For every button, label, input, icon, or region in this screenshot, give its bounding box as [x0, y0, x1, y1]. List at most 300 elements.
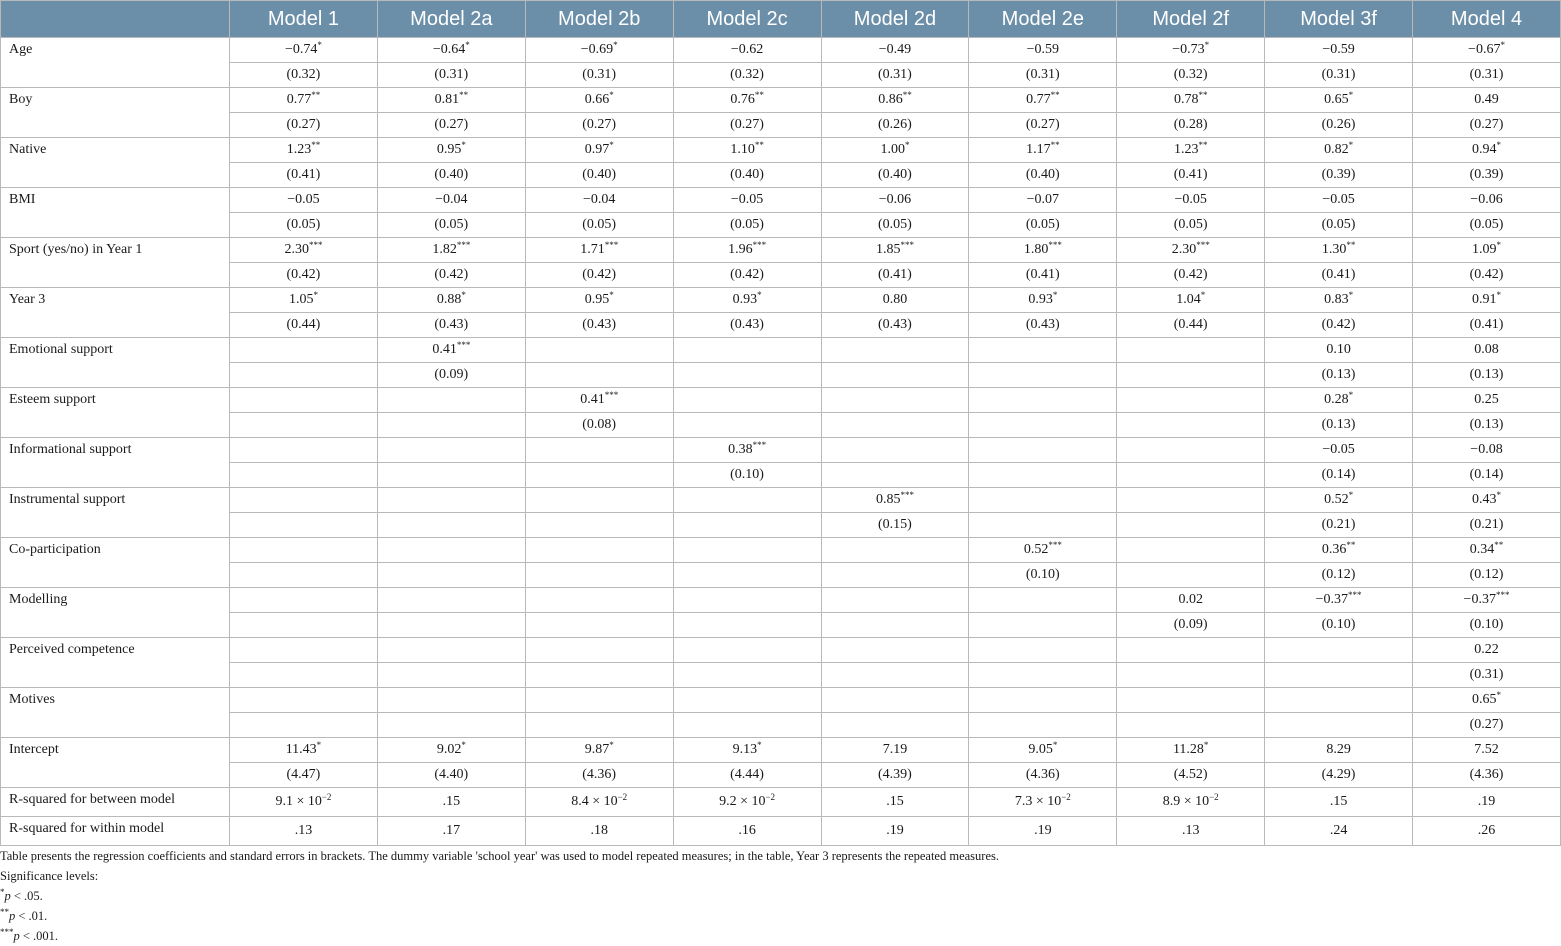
coefficient-cell: 0.88* [377, 288, 525, 313]
standard-error-cell [1117, 713, 1265, 738]
standard-error-cell: (0.21) [1265, 513, 1413, 538]
standard-error-cell: (0.31) [1413, 63, 1561, 88]
standard-error-cell: (4.47) [230, 763, 378, 788]
coefficient-cell: 11.28* [1117, 738, 1265, 763]
standard-error-cell [673, 713, 821, 738]
standard-error-cell: (0.42) [1117, 263, 1265, 288]
fit-value-cell: .19 [1413, 788, 1561, 817]
standard-error-cell: (0.40) [525, 163, 673, 188]
coefficient-cell [1117, 488, 1265, 513]
standard-error-cell [525, 663, 673, 688]
standard-error-cell [377, 463, 525, 488]
coefficient-cell: 9.87* [525, 738, 673, 763]
standard-error-cell [821, 563, 969, 588]
coefficient-cell: 1.00* [821, 138, 969, 163]
standard-error-cell: (0.27) [673, 113, 821, 138]
coefficient-cell: 1.05* [230, 288, 378, 313]
column-header: Model 4 [1413, 1, 1561, 38]
coefficient-cell: 1.30** [1265, 238, 1413, 263]
coefficient-cell [821, 688, 969, 713]
coefficient-cell: −0.06 [821, 188, 969, 213]
variable-label: Co-participation [1, 538, 230, 588]
variable-label: Emotional support [1, 338, 230, 388]
coefficient-cell [969, 688, 1117, 713]
standard-error-cell: (0.28) [1117, 113, 1265, 138]
standard-error-cell: (0.41) [821, 263, 969, 288]
standard-error-cell: (4.36) [969, 763, 1117, 788]
coefficient-cell: 1.17** [969, 138, 1117, 163]
coefficient-cell: 0.81** [377, 88, 525, 113]
column-header: Model 2a [377, 1, 525, 38]
standard-error-cell [969, 513, 1117, 538]
standard-error-cell [230, 613, 378, 638]
significance-levels [0, 886, 999, 946]
standard-error-cell: (0.42) [1413, 263, 1561, 288]
standard-error-cell [230, 663, 378, 688]
standard-error-cell: (0.39) [1265, 163, 1413, 188]
standard-error-cell [525, 613, 673, 638]
table-row [1, 563, 1561, 588]
coefficient-cell: 0.83* [1265, 288, 1413, 313]
table-row [1, 763, 1561, 788]
standard-error-cell: (0.27) [969, 113, 1117, 138]
coefficient-cell: 0.95* [377, 138, 525, 163]
table-row [1, 488, 1561, 513]
fit-value-cell: .15 [821, 788, 969, 817]
table-notes [0, 846, 999, 946]
coefficient-cell: −0.05 [1265, 188, 1413, 213]
coefficient-cell: −0.05 [230, 188, 378, 213]
standard-error-cell [821, 413, 969, 438]
fit-value-cell: .18 [525, 817, 673, 846]
variable-label: Informational support [1, 438, 230, 488]
coefficient-cell: 0.95* [525, 288, 673, 313]
standard-error-cell: (0.43) [821, 313, 969, 338]
table-row [1, 638, 1561, 663]
coefficient-cell: 1.23** [230, 138, 378, 163]
coefficient-cell: 1.85*** [821, 238, 969, 263]
header-row [1, 1, 1561, 38]
standard-error-cell [1117, 413, 1265, 438]
coefficient-cell: −0.62 [673, 38, 821, 63]
fit-value-cell: .19 [821, 817, 969, 846]
standard-error-cell: (0.43) [377, 313, 525, 338]
coefficient-cell: 0.97* [525, 138, 673, 163]
standard-error-cell [1265, 713, 1413, 738]
variable-label: Age [1, 38, 230, 88]
standard-error-cell [230, 513, 378, 538]
coefficient-cell [230, 438, 378, 463]
standard-error-cell [1117, 513, 1265, 538]
column-header: Model 2c [673, 1, 821, 38]
standard-error-cell: (0.27) [1413, 713, 1561, 738]
coefficient-cell: −0.06 [1413, 188, 1561, 213]
standard-error-cell [673, 513, 821, 538]
table-row [1, 313, 1561, 338]
standard-error-cell: (0.27) [1413, 113, 1561, 138]
variable-label: BMI [1, 188, 230, 238]
standard-error-cell [1117, 563, 1265, 588]
standard-error-cell [821, 613, 969, 638]
column-header: Model 2e [969, 1, 1117, 38]
coefficient-cell [673, 388, 821, 413]
variable-label: Instrumental support [1, 488, 230, 538]
coefficient-cell: −0.04 [377, 188, 525, 213]
coefficient-cell [377, 688, 525, 713]
standard-error-cell: (0.32) [673, 63, 821, 88]
coefficient-cell [1117, 388, 1265, 413]
standard-error-cell: (0.05) [821, 213, 969, 238]
table-caption: Table presents the regression coefficients and standard errors in brackets. The dummy variable 'school year' was used to model repeated measures; in the table, Year 3 represents the repeated measures. [0, 849, 999, 863]
standard-error-cell: (4.52) [1117, 763, 1265, 788]
coefficient-cell: 0.78** [1117, 88, 1265, 113]
standard-error-cell: (4.36) [525, 763, 673, 788]
variable-label: Sport (yes/no) in Year 1 [1, 238, 230, 288]
coefficient-cell: 0.34** [1413, 538, 1561, 563]
coefficient-cell [1117, 638, 1265, 663]
fit-value-cell: $8.4 \times 10^{-2}$ [525, 788, 673, 817]
coefficient-cell [1117, 538, 1265, 563]
coefficient-cell: 1.09* [1413, 238, 1561, 263]
variable-label: Intercept [1, 738, 230, 788]
standard-error-cell: (0.42) [1265, 313, 1413, 338]
table-row [1, 288, 1561, 313]
standard-error-cell: (0.41) [1265, 263, 1413, 288]
coefficient-cell: 1.80*** [969, 238, 1117, 263]
standard-error-cell: (0.14) [1413, 463, 1561, 488]
coefficient-cell: 1.10** [673, 138, 821, 163]
coefficient-cell [525, 638, 673, 663]
table-body [1, 38, 1561, 846]
standard-error-cell: (4.29) [1265, 763, 1413, 788]
coefficient-cell [969, 488, 1117, 513]
standard-error-cell: (0.44) [1117, 313, 1265, 338]
fit-value-cell: $7.3 \times 10^{-2}$ [969, 788, 1117, 817]
fit-value-cell: $9.1 \times 10^{-2}$ [230, 788, 378, 817]
coefficient-cell: 1.04* [1117, 288, 1265, 313]
coefficient-cell: 0.65* [1413, 688, 1561, 713]
standard-error-cell [377, 513, 525, 538]
coefficient-cell [525, 438, 673, 463]
standard-error-cell [1117, 463, 1265, 488]
coefficient-cell: 1.23** [1117, 138, 1265, 163]
coefficient-cell: −0.73* [1117, 38, 1265, 63]
standard-error-cell [525, 713, 673, 738]
standard-error-cell: (0.09) [1117, 613, 1265, 638]
standard-error-cell: (4.39) [821, 763, 969, 788]
standard-error-cell [525, 363, 673, 388]
coefficient-cell: 0.86** [821, 88, 969, 113]
standard-error-cell [673, 363, 821, 388]
significance-level: **p < .01. [0, 907, 48, 923]
standard-error-cell: (0.15) [821, 513, 969, 538]
coefficient-cell [230, 688, 378, 713]
coefficient-cell: 0.22 [1413, 638, 1561, 663]
coefficient-cell: 0.82* [1265, 138, 1413, 163]
coefficient-cell: 2.30*** [1117, 238, 1265, 263]
column-header: Model 1 [230, 1, 378, 38]
standard-error-cell [969, 413, 1117, 438]
table-row [1, 38, 1561, 63]
coefficient-cell: −0.07 [969, 188, 1117, 213]
column-header: Model 3f [1265, 1, 1413, 38]
significance-level: *p < .05. [0, 887, 43, 903]
fit-value-cell: .15 [377, 788, 525, 817]
standard-error-cell: (0.41) [1413, 313, 1561, 338]
standard-error-cell: (0.32) [1117, 63, 1265, 88]
standard-error-cell: (0.09) [377, 363, 525, 388]
standard-error-cell [230, 713, 378, 738]
coefficient-cell [969, 438, 1117, 463]
coefficient-cell: 0.91* [1413, 288, 1561, 313]
standard-error-cell [377, 613, 525, 638]
coefficient-cell [377, 538, 525, 563]
standard-error-cell: (0.32) [230, 63, 378, 88]
table-row [1, 163, 1561, 188]
standard-error-cell [969, 713, 1117, 738]
table-row [1, 63, 1561, 88]
coefficient-cell [673, 338, 821, 363]
table-row [1, 88, 1561, 113]
table-row [1, 513, 1561, 538]
coefficient-cell: 0.80 [821, 288, 969, 313]
standard-error-cell [821, 363, 969, 388]
standard-error-cell: (4.44) [673, 763, 821, 788]
coefficient-cell: 0.25 [1413, 388, 1561, 413]
coefficient-cell: 0.94* [1413, 138, 1561, 163]
coefficient-cell: 0.52*** [969, 538, 1117, 563]
coefficient-cell: 0.93* [673, 288, 821, 313]
standard-error-cell: (0.05) [1265, 213, 1413, 238]
standard-error-cell: (0.43) [673, 313, 821, 338]
coefficient-cell [377, 638, 525, 663]
coefficient-cell: 0.85*** [821, 488, 969, 513]
coefficient-cell [230, 488, 378, 513]
table-row [1, 113, 1561, 138]
standard-error-cell: (0.40) [821, 163, 969, 188]
coefficient-cell: 0.41*** [525, 388, 673, 413]
standard-error-cell: (4.36) [1413, 763, 1561, 788]
coefficient-cell: −0.74* [230, 38, 378, 63]
coefficient-cell: 0.38*** [673, 438, 821, 463]
coefficient-cell: 1.71*** [525, 238, 673, 263]
coefficient-cell: −0.59 [969, 38, 1117, 63]
column-header: Model 2d [821, 1, 969, 38]
standard-error-cell [969, 463, 1117, 488]
table-row [1, 388, 1561, 413]
standard-error-cell [673, 663, 821, 688]
standard-error-cell: (0.12) [1265, 563, 1413, 588]
coefficient-cell [1117, 438, 1265, 463]
standard-error-cell: (0.44) [230, 313, 378, 338]
coefficient-cell: 0.41*** [377, 338, 525, 363]
fit-label: R-squared for within model [1, 817, 230, 846]
variable-label: Modelling [1, 588, 230, 638]
table-row [1, 138, 1561, 163]
standard-error-cell: (0.31) [525, 63, 673, 88]
fit-row [1, 817, 1561, 846]
coefficient-cell [230, 388, 378, 413]
standard-error-cell: (0.43) [525, 313, 673, 338]
coefficient-cell: 0.76** [673, 88, 821, 113]
table-row [1, 213, 1561, 238]
table-row [1, 238, 1561, 263]
coefficient-cell [230, 338, 378, 363]
coefficient-cell [821, 438, 969, 463]
standard-error-cell [673, 413, 821, 438]
fit-value-cell: .24 [1265, 817, 1413, 846]
coefficient-cell: 0.93* [969, 288, 1117, 313]
standard-error-cell: (0.31) [377, 63, 525, 88]
standard-error-cell [230, 363, 378, 388]
standard-error-cell: (0.08) [525, 413, 673, 438]
coefficient-cell: 7.19 [821, 738, 969, 763]
standard-error-cell [1117, 663, 1265, 688]
standard-error-cell: (0.26) [821, 113, 969, 138]
standard-error-cell: (0.13) [1265, 413, 1413, 438]
coefficient-cell: 0.65* [1265, 88, 1413, 113]
table-row [1, 738, 1561, 763]
standard-error-cell: (0.42) [673, 263, 821, 288]
coefficient-cell [821, 638, 969, 663]
standard-error-cell: (0.39) [1413, 163, 1561, 188]
coefficient-cell: 0.08 [1413, 338, 1561, 363]
standard-error-cell [1117, 363, 1265, 388]
coefficient-cell [821, 388, 969, 413]
coefficient-cell [969, 338, 1117, 363]
coefficient-cell [673, 588, 821, 613]
coefficient-cell [525, 538, 673, 563]
standard-error-cell [525, 463, 673, 488]
variable-label: Boy [1, 88, 230, 138]
standard-error-cell: (0.05) [1117, 213, 1265, 238]
standard-error-cell: (0.27) [525, 113, 673, 138]
standard-error-cell [673, 613, 821, 638]
fit-value-cell: $8.9 \times 10^{-2}$ [1117, 788, 1265, 817]
standard-error-cell [230, 413, 378, 438]
coefficient-cell [1265, 688, 1413, 713]
coefficient-cell [377, 438, 525, 463]
fit-value-cell: .19 [969, 817, 1117, 846]
coefficient-cell [377, 588, 525, 613]
standard-error-cell [969, 663, 1117, 688]
standard-error-cell: (0.40) [673, 163, 821, 188]
standard-error-cell: (0.14) [1265, 463, 1413, 488]
coefficient-cell: −0.05 [673, 188, 821, 213]
table-row [1, 688, 1561, 713]
variable-label: Esteem support [1, 388, 230, 438]
coefficient-cell [230, 638, 378, 663]
standard-error-cell: (0.42) [377, 263, 525, 288]
coefficient-cell [673, 538, 821, 563]
coefficient-cell: 0.43* [1413, 488, 1561, 513]
standard-error-cell: (0.31) [1265, 63, 1413, 88]
fit-value-cell: .26 [1413, 817, 1561, 846]
standard-error-cell: (0.27) [230, 113, 378, 138]
table-header [1, 1, 1561, 38]
variable-label: Perceived competence [1, 638, 230, 688]
standard-error-cell: (0.05) [525, 213, 673, 238]
coefficient-cell: 2.30*** [230, 238, 378, 263]
coefficient-cell: 11.43* [230, 738, 378, 763]
coefficient-cell: 0.77** [969, 88, 1117, 113]
coefficient-cell: 8.29 [1265, 738, 1413, 763]
standard-error-cell: (0.21) [1413, 513, 1561, 538]
coefficient-cell: 9.05* [969, 738, 1117, 763]
standard-error-cell: (0.10) [1413, 613, 1561, 638]
standard-error-cell [525, 513, 673, 538]
fit-value-cell: .13 [1117, 817, 1265, 846]
standard-error-cell: (0.41) [1117, 163, 1265, 188]
standard-error-cell: (0.26) [1265, 113, 1413, 138]
coefficient-cell [525, 338, 673, 363]
table-row [1, 588, 1561, 613]
coefficient-cell [821, 588, 969, 613]
coefficient-cell: −0.37*** [1413, 588, 1561, 613]
standard-error-cell [969, 363, 1117, 388]
coefficient-cell [1117, 688, 1265, 713]
standard-error-cell: (0.10) [1265, 613, 1413, 638]
coefficient-cell: 0.10 [1265, 338, 1413, 363]
standard-error-cell [377, 663, 525, 688]
variable-label: Motives [1, 688, 230, 738]
standard-error-cell: (0.05) [377, 213, 525, 238]
table-row [1, 538, 1561, 563]
standard-error-cell: (0.41) [969, 263, 1117, 288]
table-row [1, 413, 1561, 438]
table-row [1, 188, 1561, 213]
column-header: Model 2b [525, 1, 673, 38]
fit-label: R-squared for between model [1, 788, 230, 817]
standard-error-cell: (0.43) [969, 313, 1117, 338]
significance-heading: Significance levels: [0, 869, 99, 883]
header-corner [1, 1, 230, 38]
coefficient-cell [525, 688, 673, 713]
coefficient-cell: −0.49 [821, 38, 969, 63]
standard-error-cell: (0.31) [821, 63, 969, 88]
standard-error-cell: (0.40) [969, 163, 1117, 188]
standard-error-cell: (0.05) [673, 213, 821, 238]
standard-error-cell [377, 713, 525, 738]
table-row [1, 263, 1561, 288]
fit-row [1, 788, 1561, 817]
table-row [1, 613, 1561, 638]
standard-error-cell: (0.10) [969, 563, 1117, 588]
coefficient-cell [230, 588, 378, 613]
coefficient-cell: 1.96*** [673, 238, 821, 263]
coefficient-cell [230, 538, 378, 563]
standard-error-cell: (0.05) [230, 213, 378, 238]
fit-value-cell: $9.2 \times 10^{-2}$ [673, 788, 821, 817]
standard-error-cell: (0.31) [969, 63, 1117, 88]
table-row [1, 363, 1561, 388]
standard-error-cell: (0.05) [1413, 213, 1561, 238]
coefficient-cell [969, 638, 1117, 663]
standard-error-cell [821, 663, 969, 688]
fit-value-cell: .17 [377, 817, 525, 846]
coefficient-cell [821, 538, 969, 563]
coefficient-cell [1265, 638, 1413, 663]
standard-error-cell [230, 563, 378, 588]
coefficient-cell: 9.02* [377, 738, 525, 763]
standard-error-cell: (0.41) [230, 163, 378, 188]
standard-error-cell: (0.13) [1265, 363, 1413, 388]
coefficient-cell [525, 588, 673, 613]
table-row [1, 713, 1561, 738]
coefficient-cell [377, 488, 525, 513]
coefficient-cell: −0.05 [1117, 188, 1265, 213]
column-header: Model 2f [1117, 1, 1265, 38]
